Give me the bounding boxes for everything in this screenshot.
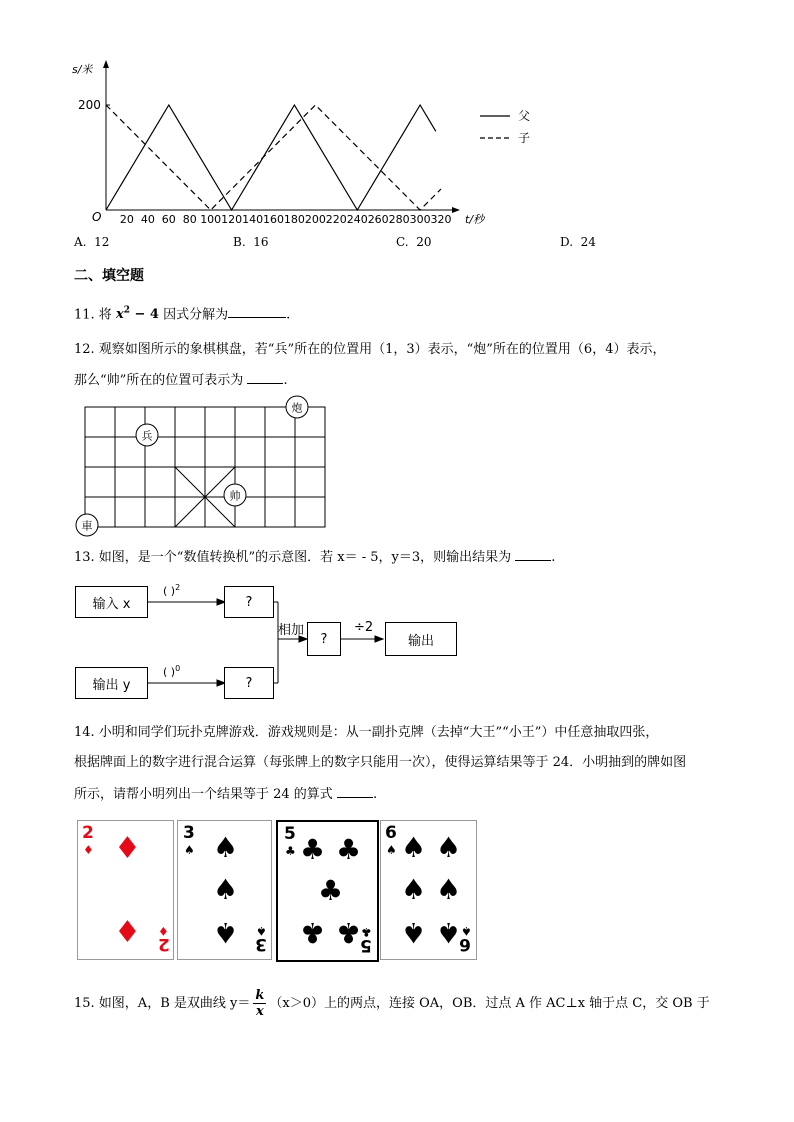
card-6-spade-pip-icon: ♠ <box>401 873 427 906</box>
q11-text: 因式分解为 <box>163 307 229 323</box>
card-5-club-pip-icon: ♣ <box>336 916 362 949</box>
piece-ju-label: 車 <box>81 519 93 533</box>
sum-result-box <box>307 622 341 656</box>
x-tick-label: 220 <box>325 213 347 226</box>
piece-pao-label: 炮 <box>291 401 303 415</box>
card-6-small-spade-icon: ♠ <box>386 843 397 857</box>
q12-line-1: 12. 观察如图所示的象棋棋盘，若“兵”所在的位置用（1，3）表示，“炮”所在的位置用（6，4）表示， <box>74 342 666 357</box>
x-tick-label: 80 <box>182 213 197 226</box>
piece-bing-label: 兵 <box>141 429 153 443</box>
card-3-rank-bottom: 3 <box>255 934 267 954</box>
piece-shuai-label: 帅 <box>229 489 241 503</box>
zero-op-label <box>163 664 180 679</box>
input-y-label: 输出 y <box>92 677 131 693</box>
zero-op-exp: 0 <box>175 664 181 673</box>
section-title: 二、填空题 <box>74 268 144 284</box>
piece-ju <box>76 514 98 536</box>
zero-op-parens: ( ) <box>163 665 176 679</box>
x-tick-label: 180 <box>283 213 305 226</box>
x-tick-label: 300 <box>409 213 431 226</box>
card-2-small-diamond-icon: ♦ <box>83 843 94 857</box>
x-tick-label: 320 <box>430 213 452 226</box>
square-result-box <box>224 586 274 618</box>
q11-expr-rest: − 4 <box>129 307 159 323</box>
option-d-value: 24 <box>580 235 596 249</box>
card-3-spades <box>177 820 272 960</box>
card-2-small-diamond-icon: ♦ <box>158 924 169 938</box>
output-label: 输出 <box>407 633 434 649</box>
x-tick-label: 260 <box>367 213 389 226</box>
card-6-spade-pip-icon: ♠ <box>436 916 462 949</box>
q15-fraction <box>253 988 266 1019</box>
divide-label: ÷2 <box>354 620 374 635</box>
option-b-label: B. <box>233 235 246 249</box>
q12-line-2 <box>74 370 288 390</box>
card-2-rank-bottom: 2 <box>158 934 170 954</box>
card-3-spade-pip-icon: ♠ <box>213 873 239 906</box>
card-6-spade-pip-icon: ♠ <box>436 831 462 864</box>
x-tick-label: 240 <box>346 213 368 226</box>
card-2-diamond-pip-icon: ♦ <box>114 915 141 950</box>
card-3-small-spade-icon: ♠ <box>256 924 267 938</box>
q15-text-1: 15. 如图，A，B 是双曲线 y＝ <box>74 995 251 1011</box>
q15-text-2: （x＞0）上的两点，连接 OA，OB．过点 A 作 AC⊥x 轴于点 C，交 OB 于 <box>269 995 710 1011</box>
option-a-label: A. <box>74 235 87 249</box>
legend-son-label: 子 <box>518 131 531 145</box>
square-result-q: ? <box>245 594 253 610</box>
card-5-small-club-icon: ♣ <box>361 925 372 939</box>
q12-answer-blank[interactable] <box>247 370 283 384</box>
card-5-clubs <box>276 820 379 962</box>
x-tick-label: 280 <box>388 213 410 226</box>
piece-pao <box>286 396 308 418</box>
piece-bing <box>136 424 158 446</box>
q13-end: . <box>551 550 556 565</box>
q12-end: . <box>283 373 288 388</box>
x-tick-label: 20 <box>119 213 134 226</box>
option-d-label: D. <box>560 235 574 249</box>
option-a <box>74 235 109 249</box>
card-6-rank-top: 6 <box>385 823 397 843</box>
card-3-spade-pip-icon: ♠ <box>213 916 239 949</box>
chess-board <box>70 395 335 540</box>
card-5-rank-top: 5 <box>284 824 296 844</box>
card-6-spade-pip-icon: ♠ <box>401 831 427 864</box>
square-op-parens: ( ) <box>163 584 176 598</box>
son-series-line <box>106 105 441 210</box>
question-13 <box>74 547 555 567</box>
zero-result-box <box>224 667 274 699</box>
legend-father-label: 父 <box>518 109 531 123</box>
origin-label: O <box>92 210 102 224</box>
card-5-club-pip-icon: ♣ <box>300 833 326 866</box>
father-series-line <box>106 105 436 210</box>
square-op-exp: 2 <box>175 583 181 592</box>
input-y-box <box>75 667 148 699</box>
card-5-club-pip-icon: ♣ <box>336 833 362 866</box>
x-axis-arrow <box>452 207 460 213</box>
q11-end: . <box>286 307 291 323</box>
q13-text: 13. 如图，是一个“数值转换机”的示意图．若 x＝ - 5，y＝3，则输出结果为 <box>74 550 512 565</box>
card-2-diamonds <box>77 820 174 960</box>
card-6-small-spade-icon: ♠ <box>461 924 472 938</box>
q14-line-2: 根据牌面上的数字进行混合运算（每张牌上的数字只能用一次），使得运算结果等于 24．小明抽到的牌如图 <box>74 755 687 770</box>
option-c <box>396 235 432 249</box>
q14-line-1: 14. 小明和同学们玩扑克牌游戏．游戏规则是：从一副扑克牌（去掉“大王”“小王”）中任意抽取四张， <box>74 725 659 740</box>
x-tick-label: 120 <box>221 213 243 226</box>
q15-fraction-numerator: k <box>255 988 265 1003</box>
x-tick-label: 200 <box>304 213 326 226</box>
y-tick-200: 200 <box>78 98 101 112</box>
card-5-club-pip-icon: ♣ <box>300 916 326 949</box>
card-3-small-spade-icon: ♠ <box>184 843 195 857</box>
question-15 <box>74 988 710 1019</box>
x-tick-label: 100 <box>200 213 222 226</box>
q11-number: 11. 将 <box>74 307 112 323</box>
card-3-rank-top: 3 <box>183 823 195 843</box>
card-2-diamond-pip-icon: ♦ <box>114 831 141 866</box>
square-op-label <box>163 583 180 598</box>
piece-shuai <box>224 484 246 506</box>
card-3-spade-pip-icon: ♠ <box>213 831 239 864</box>
y-axis-arrow <box>103 60 109 68</box>
card-6-rank-bottom: 6 <box>459 934 471 954</box>
x-tick-label: 160 <box>263 213 284 226</box>
q14-line-3 <box>74 784 377 804</box>
input-x-box <box>75 586 148 618</box>
x-tick-label: 60 <box>161 213 176 226</box>
card-2-rank-top: 2 <box>82 823 94 843</box>
card-6-spades <box>380 820 477 960</box>
q12-line-2-text: 那么“帅”所在的位置可表示为 <box>74 373 244 388</box>
sum-result-q: ? <box>320 631 328 647</box>
card-6-spade-pip-icon: ♠ <box>401 916 427 949</box>
card-5-club-pip-icon: ♣ <box>318 874 344 907</box>
q14-line-3-text: 所示，请帮小明列出一个结果等于 24 的算式 <box>74 787 333 802</box>
option-c-label: C. <box>396 235 409 249</box>
x-axis-label: t/秒 <box>465 213 485 226</box>
option-d <box>560 235 596 249</box>
option-c-value: 20 <box>416 235 432 249</box>
input-x-label: 输入 x <box>92 596 131 612</box>
option-b-value: 16 <box>253 235 269 249</box>
question-11 <box>74 302 290 324</box>
x-tick-label: 40 <box>140 213 155 226</box>
zero-result-q: ? <box>245 675 253 691</box>
add-label: 相加 <box>278 623 305 638</box>
card-5-rank-bottom: 5 <box>360 935 372 955</box>
y-axis-label: s/米 <box>72 63 93 76</box>
x-tick-label: 140 <box>242 213 264 226</box>
option-b <box>233 235 269 249</box>
q15-fraction-denominator: x <box>255 1004 264 1019</box>
card-5-small-club-icon: ♣ <box>285 844 296 858</box>
q11-answer-blank[interactable] <box>228 304 286 318</box>
q13-answer-blank[interactable] <box>515 547 551 561</box>
q14-end: . <box>372 787 378 802</box>
motion-graph <box>60 55 560 235</box>
output-box <box>385 622 457 656</box>
q11-expr-x: x <box>115 307 124 323</box>
option-a-value: 12 <box>94 235 110 249</box>
q14-answer-blank[interactable] <box>337 784 373 798</box>
card-6-spade-pip-icon: ♠ <box>436 873 462 906</box>
x-tick-labels <box>120 213 452 226</box>
q11-expr-exp: 2 <box>123 306 130 316</box>
